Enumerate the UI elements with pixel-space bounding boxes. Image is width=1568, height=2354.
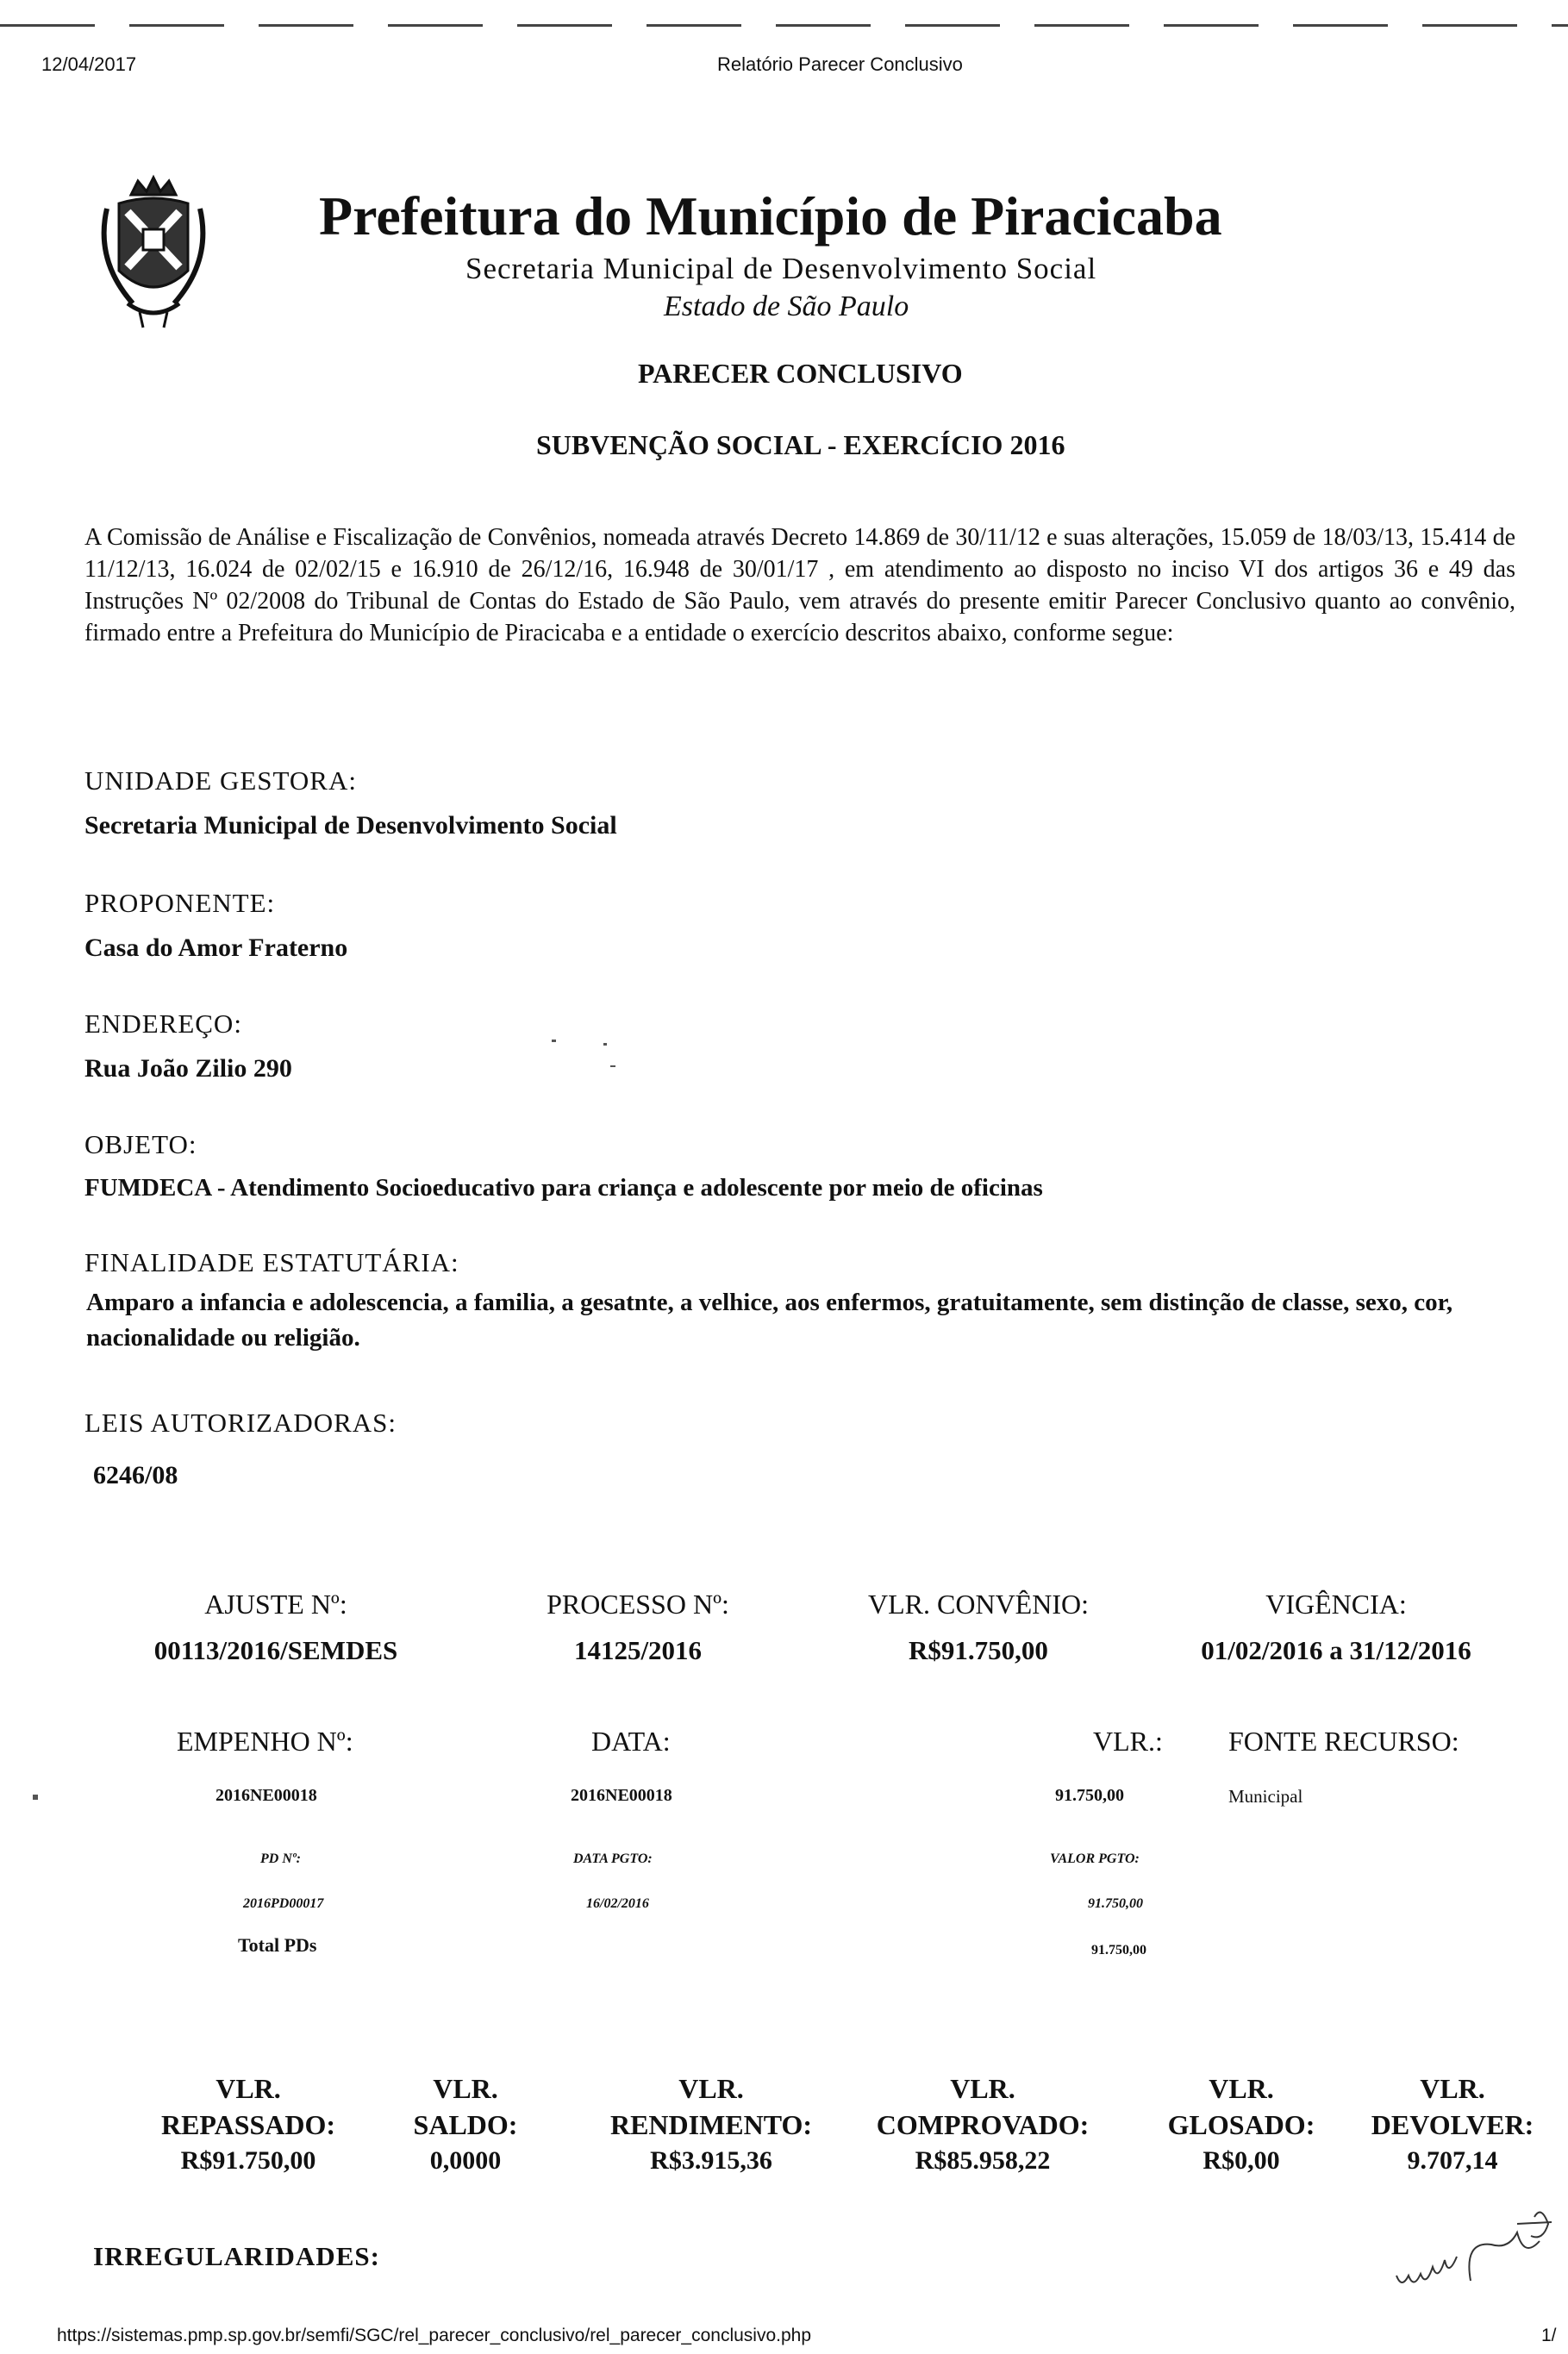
data-value: 2016NE00018 <box>571 1786 672 1805</box>
fonte-recurso-value: Municipal <box>1228 1786 1303 1807</box>
intro-paragraph: A Comissão de Análise e Fiscalização de Convênios, nomeada através Decreto 14.869 de 30/11/12 e suas alterações, 15.059 de 18/03/13, 15.414 de 11/12/13, 16.024 de 02/02/15 e 16.910 de 26/12/16, 16.948 de 30/01/17 , em atendimento ao disposto no inciso VI dos artigos 36 e 49 das Instruções Nº 02/2008 do Tribunal de Contas do Estado de São Paulo, vem através do presente emitir Parecer Conclusivo quanto ao convênio, firmado entre a Prefeitura do Município de Piracicaba e a entidade o exercício descritos abaixo, conforme segue: <box>84 524 1515 646</box>
print-date: 12/04/2017 <box>41 53 137 75</box>
vlr-devolver-value: 9.707,14 <box>1407 2146 1498 2175</box>
total-pds-label: Total PDs <box>238 1934 317 1956</box>
scan-speck <box>610 1065 615 1067</box>
vlr-glosado-value: R$0,00 <box>1203 2146 1280 2175</box>
letterhead-state: Estado de São Paulo <box>664 290 909 322</box>
ajuste-label: AJUSTE Nº: <box>204 1589 347 1620</box>
endereco-label: ENDEREÇO: <box>84 1008 242 1039</box>
vlr-saldo-value: 0,0000 <box>429 2146 502 2175</box>
processo-label: PROCESSO Nº: <box>547 1589 729 1620</box>
vlr-devolver <box>1353 2070 1552 2179</box>
vlr-devolver-label-2: DEVOLVER: <box>1371 2109 1534 2140</box>
proponente-label: PROPONENTE: <box>84 888 276 918</box>
vlr-saldo-label-1: VLR. <box>433 2073 498 2104</box>
data-label: DATA: <box>591 1726 671 1757</box>
letterhead-title: Prefeitura do Município de Piracicaba <box>319 185 1222 247</box>
vlr-value: 91.750,00 <box>1055 1786 1124 1805</box>
unidade-gestora-value: Secretaria Municipal de Desenvolvimento Social <box>84 811 617 840</box>
finalidade-value: Amparo a infancia e adolescencia, a familia, a gesatnte, a velhice, aos enfermos, gratuitamente, sem distinção de classe, sexo, cor, nacionalidade ou religião. <box>86 1289 1453 1352</box>
vlr-saldo-label-2: SALDO: <box>413 2109 518 2140</box>
leis-autorizadoras-value: 6246/08 <box>93 1461 178 1489</box>
vlr-glosado <box>1146 2070 1336 2179</box>
scan-speck <box>552 1040 556 1042</box>
vlr-rendimento-label-1: VLR. <box>678 2073 744 2104</box>
total-pds-value: 91.750,00 <box>1091 1943 1146 1958</box>
ajuste-value: 00113/2016/SEMDES <box>153 1635 398 1665</box>
vlr-rendimento <box>595 2070 828 2179</box>
empenho-label: EMPENHO Nº: <box>177 1726 353 1757</box>
handwritten-initials-icon <box>1388 2207 1560 2319</box>
pd-label: PD Nº: <box>260 1851 302 1866</box>
valor-pgto-label: VALOR PGTO: <box>1050 1851 1140 1866</box>
vlr-comprovado <box>853 2070 1112 2179</box>
vlr-saldo <box>379 2070 552 2179</box>
document-title: PARECER CONCLUSIVO <box>638 358 963 389</box>
vlr-comprovado-value: R$85.958,22 <box>915 2146 1051 2175</box>
scan-speck <box>33 1795 38 1800</box>
print-title: Relatório Parecer Conclusivo <box>717 53 963 75</box>
endereco-value: Rua João Zilio 290 <box>84 1054 292 1083</box>
vlr-repassado-label-1: VLR. <box>216 2073 281 2104</box>
scan-speck <box>603 1043 607 1046</box>
municipal-coat-of-arms-icon <box>93 174 214 329</box>
scan-top-rule <box>0 24 1568 27</box>
vlr-comprovado-label-1: VLR. <box>950 2073 1015 2104</box>
data-pgto-label: DATA PGTO: <box>573 1851 653 1866</box>
vlr-convenio-value: R$91.750,00 <box>909 1635 1048 1665</box>
vlr-repassado-label-2: REPASSADO: <box>160 2109 336 2140</box>
page-number: 1/ <box>1541 2326 1557 2345</box>
document-subtitle: SUBVENÇÃO SOCIAL - EXERCÍCIO 2016 <box>536 429 1065 460</box>
valor-pgto-value: 91.750,00 <box>1088 1896 1143 1911</box>
vlr-repassado-value: R$91.750,00 <box>180 2146 316 2175</box>
vlr-glosado-label-2: GLOSADO: <box>1167 2109 1315 2140</box>
vlr-repassado <box>128 2070 369 2179</box>
processo-value: 14125/2016 <box>573 1635 703 1665</box>
proponente-value: Casa do Amor Fraterno <box>84 933 348 962</box>
objeto-value: FUMDECA - Atendimento Socioeducativo para criança e adolescente por meio de oficinas <box>84 1174 1043 1202</box>
vlr-devolver-label-1: VLR. <box>1420 2073 1485 2104</box>
pd-value: 2016PD00017 <box>243 1896 324 1911</box>
data-pgto-value: 16/02/2016 <box>586 1896 649 1911</box>
vlr-rendimento-value: R$3.915,36 <box>650 2146 772 2175</box>
finalidade-label: FINALIDADE ESTATUTÁRIA: <box>84 1247 459 1277</box>
vlr-rendimento-label-2: RENDIMENTO: <box>609 2109 813 2140</box>
vlr-glosado-label-1: VLR. <box>1209 2073 1274 2104</box>
empenho-value: 2016NE00018 <box>216 1786 317 1805</box>
vigencia-label: VIGÊNCIA: <box>1265 1589 1407 1620</box>
vlr-label: VLR.: <box>1093 1726 1163 1757</box>
unidade-gestora-label: UNIDADE GESTORA: <box>84 765 357 796</box>
vigencia-value: 01/02/2016 a 31/12/2016 <box>1201 1635 1471 1665</box>
letterhead-subtitle: Secretaria Municipal de Desenvolvimento Social <box>465 252 1097 285</box>
objeto-label: OBJETO: <box>84 1129 197 1159</box>
irregularidades-label: IRREGULARIDADES: <box>93 2241 380 2271</box>
footer-url: https://sistemas.pmp.sp.gov.br/semfi/SGC/rel_parecer_conclusivo/rel_parecer_conclusivo.php <box>57 2326 812 2345</box>
leis-autorizadoras-label: LEIS AUTORIZADORAS: <box>84 1408 397 1438</box>
fonte-recurso-label: FONTE RECURSO: <box>1228 1726 1459 1757</box>
vlr-convenio-label: VLR. CONVÊNIO: <box>868 1589 1089 1620</box>
vlr-comprovado-label-2: COMPROVADO: <box>876 2109 1090 2140</box>
